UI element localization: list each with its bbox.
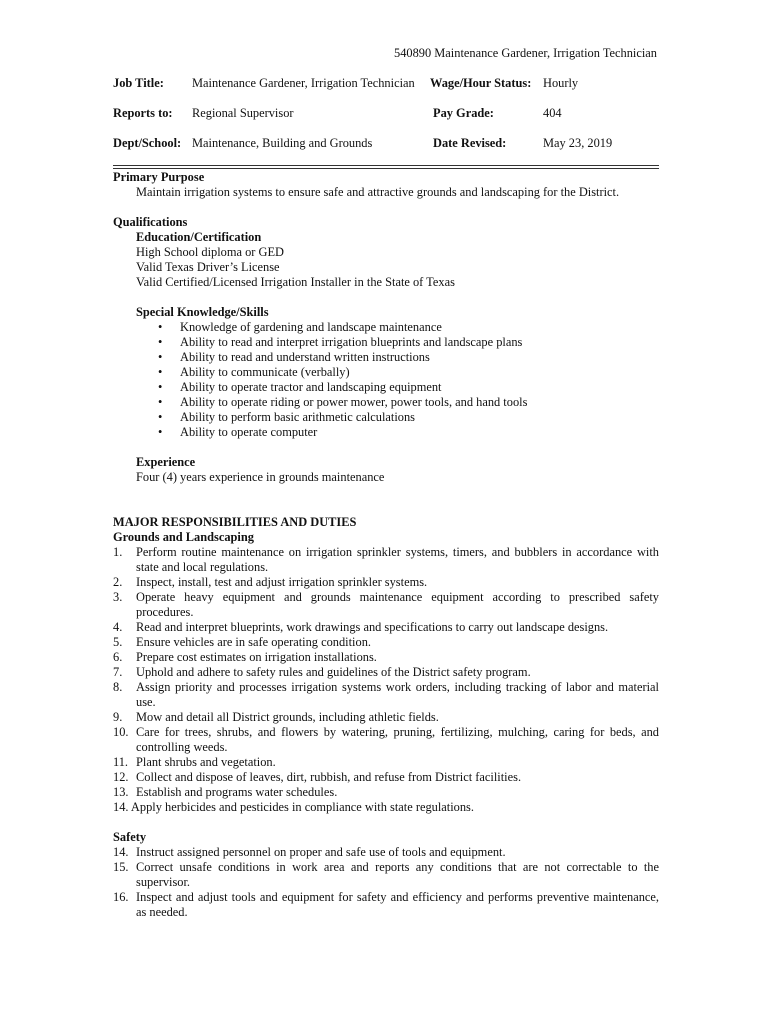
list-item: 10. Care for trees, shrubs, and flowers by watering, pruning, fertilizing, mulching, caring for beds, and controlling weeds.: [113, 725, 659, 754]
bullet-icon: •: [158, 425, 163, 439]
grounds-heading: Grounds and Landscaping: [113, 530, 254, 544]
grounds-duties-list: [113, 545, 659, 815]
list-item: 5. Ensure vehicles are in safe operating condition.: [113, 635, 371, 649]
job-title-value: Maintenance Gardener, Irrigation Technician: [192, 76, 415, 90]
list-item: 13. Establish and programs water schedules.: [113, 785, 338, 799]
list-item: 4. Read and interpret blueprints, work drawings and specifications to carry out landscape designs.: [113, 620, 609, 634]
education-heading: Education/Certification: [136, 230, 262, 244]
list-item: • Ability to read and understand written instructions: [158, 350, 430, 364]
safety-heading: Safety: [113, 830, 147, 844]
list-item: • Ability to operate riding or power mower, power tools, and hand tools: [158, 395, 528, 409]
list-item: 8. Assign priority and processes irrigation systems work orders, including tracking of labor and material use.: [113, 680, 659, 709]
reports-to-value: Regional Supervisor: [192, 106, 294, 120]
bullet-icon: •: [158, 410, 163, 424]
list-item: 14. Instruct assigned personnel on proper and safe use of tools and equipment.: [113, 845, 506, 859]
document-body: [113, 170, 659, 920]
bullet-icon: •: [158, 335, 163, 349]
bullet-icon: •: [158, 365, 163, 379]
bullet-icon: •: [158, 380, 163, 394]
list-item: • Ability to operate computer: [158, 425, 318, 439]
list-item: • Ability to communicate (verbally): [158, 365, 350, 379]
primary-purpose-heading: Primary Purpose: [113, 170, 205, 184]
pay-grade-label: Pay Grade:: [433, 106, 494, 120]
list-item: • Knowledge of gardening and landscape maintenance: [158, 320, 442, 334]
document-header: 540890 Maintenance Gardener, Irrigation Technician: [394, 46, 657, 60]
education-item: Valid Certified/Licensed Irrigation Installer in the State of Texas: [136, 275, 455, 289]
qualifications-heading: Qualifications: [113, 215, 188, 229]
list-item: 3. Operate heavy equipment and grounds maintenance equipment according to prescribed safety procedures.: [113, 590, 659, 619]
list-item: 11. Plant shrubs and vegetation.: [113, 755, 276, 769]
list-item: 2. Inspect, install, test and adjust irrigation sprinkler systems.: [113, 575, 428, 589]
wage-status-value: Hourly: [543, 76, 579, 90]
job-title-label: Job Title:: [113, 76, 164, 90]
experience-text: Four (4) years experience in grounds maintenance: [136, 470, 385, 484]
bullet-icon: •: [158, 395, 163, 409]
list-item: 12. Collect and dispose of leaves, dirt, rubbish, and refuse from District facilities.: [113, 770, 522, 784]
bullet-icon: •: [158, 350, 163, 364]
dept-school-label: Dept/School:: [113, 136, 182, 150]
list-item: 9. Mow and detail all District grounds, including athletic fields.: [113, 710, 439, 724]
wage-status-label: Wage/Hour Status:: [430, 76, 532, 90]
list-item: 16. Inspect and adjust tools and equipment for safety and efficiency and performs preventive maintenance, as needed.: [113, 890, 659, 919]
primary-purpose-text: Maintain irrigation systems to ensure safe and attractive grounds and landscaping for the District.: [136, 185, 620, 199]
list-item: 6. Prepare cost estimates on irrigation installations.: [113, 650, 377, 664]
list-item: 1. Perform routine maintenance on irrigation sprinkler systems, timers, and bubblers in accordance with state and local regulations.: [113, 545, 659, 574]
divider-top: [113, 165, 659, 166]
responsibilities-heading: MAJOR RESPONSIBILITIES AND DUTIES: [113, 515, 357, 529]
experience-heading: Experience: [136, 455, 196, 469]
list-item: • Ability to perform basic arithmetic calculations: [158, 410, 416, 424]
date-revised-value: May 23, 2019: [543, 136, 613, 150]
list-item: 7. Uphold and adhere to safety rules and guidelines of the District safety program.: [113, 665, 531, 679]
divider-bottom: [113, 168, 659, 169]
education-item: Valid Texas Driver’s License: [136, 260, 280, 274]
dept-school-value: Maintenance, Building and Grounds: [192, 136, 373, 150]
safety-duties-list: [113, 845, 659, 920]
education-item: High School diploma or GED: [136, 245, 284, 259]
skills-heading: Special Knowledge/Skills: [136, 305, 269, 319]
list-item: • Ability to read and interpret irrigation blueprints and landscape plans: [158, 335, 523, 349]
list-item: 15. Correct unsafe conditions in work area and reports any conditions that are not correctable to the supervisor.: [113, 860, 659, 889]
pay-grade-value: 404: [543, 106, 562, 120]
date-revised-label: Date Revised:: [433, 136, 507, 150]
skills-list: [113, 320, 659, 440]
reports-to-label: Reports to:: [113, 106, 173, 120]
bullet-icon: •: [158, 320, 163, 334]
list-item: • Ability to operate tractor and landscaping equipment: [158, 380, 442, 394]
list-item: 14. Apply herbicides and pesticides in compliance with state regulations.: [113, 800, 474, 814]
